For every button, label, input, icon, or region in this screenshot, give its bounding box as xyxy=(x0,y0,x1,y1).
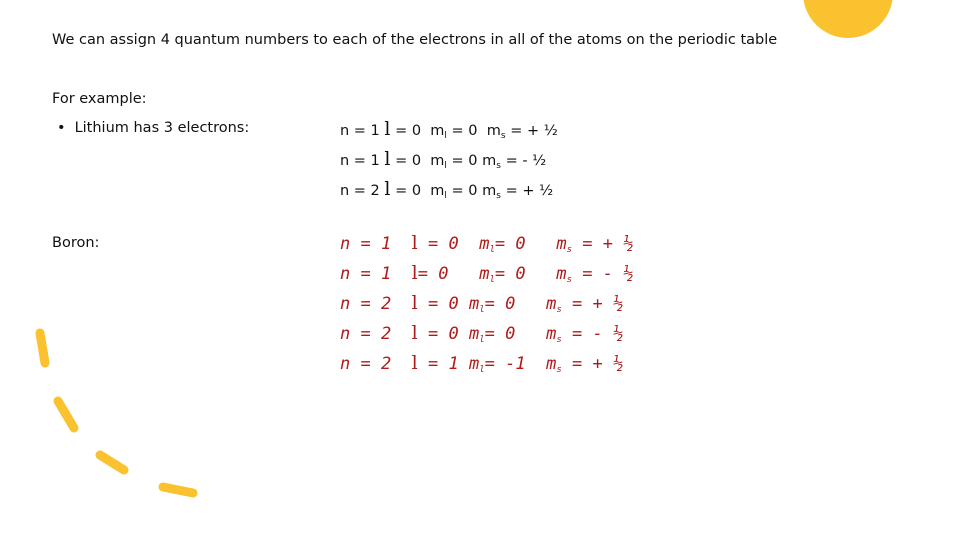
bullet-icon: • xyxy=(57,120,66,136)
lithium-line-3: n = 2 l = 0 $m_l = 0$ $m_s$ = + ½ xyxy=(340,178,554,201)
lithium-line-1: n = 1 l = 0 $m_l = 0$ $m_s$ = + ½ xyxy=(340,118,558,141)
lithium-bullet-item xyxy=(52,120,249,136)
boron-line-2: n = 1 l= 0 $m_l= 0$ $m_s$ = - ½ xyxy=(340,262,634,285)
boron-line-3: n = 2 l = 0 $m_l= 0$ $m_s$ = + ½ xyxy=(340,292,624,315)
boron-line-4: n = 2 l = 0 $m_l= 0$ $m_s$ = - ½ xyxy=(340,322,624,345)
example-heading: For example: xyxy=(52,91,147,107)
boron-line-5: n = 2 l = 1 $m_l= -1$ $m_s$ = + ½ xyxy=(340,352,624,375)
lithium-label: Lithium has 3 electrons: xyxy=(74,120,250,136)
lithium-line-2: n = 1 l = 0 $m_l = 0$ $m_s$ = - ½ xyxy=(340,148,547,171)
boron-line-1: n = 1 l = 0 $m_l= 0$ $m_s$ = + ½ xyxy=(340,232,634,255)
slide-title: We can assign 4 quantum numbers to each of the electrons in all of the atoms on the periodic table xyxy=(52,32,778,48)
boron-label: Boron: xyxy=(52,235,100,251)
